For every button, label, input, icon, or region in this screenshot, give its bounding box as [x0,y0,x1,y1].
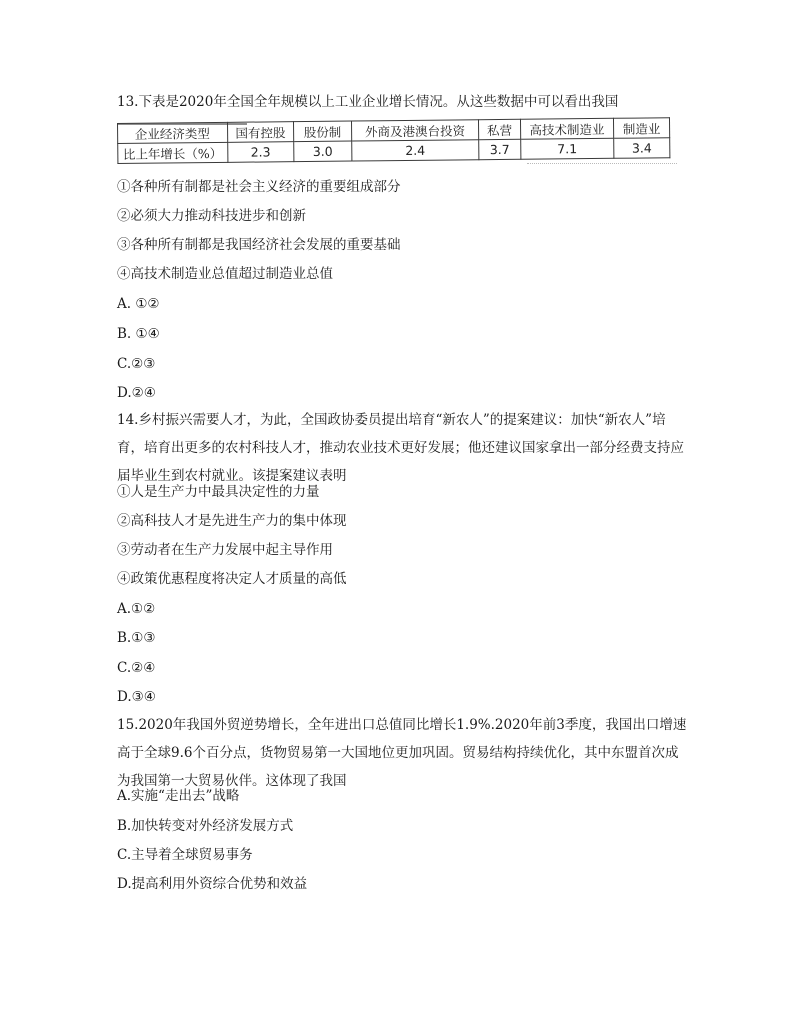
q13-option-b: B. ①④ [117,326,160,342]
table-header-cell: 企业经济类型 [118,122,228,143]
q13-table-image [117,117,670,169]
q13-statement: ④高技术制造业总值超过制造业总值 [117,266,333,282]
q14-statement: ①人是生产力中最具决定性的力量 [117,484,320,500]
q15-option-a: A.实施“走出去”战略 [117,788,240,804]
q13-statement: ①各种所有制都是社会主义经济的重要组成部分 [117,179,401,195]
table-cell: 7.1 [520,138,614,159]
q13-growth-table [117,117,670,164]
table-cell: 3.0 [294,141,352,162]
table-cell: 2.4 [351,140,479,161]
table-header-cell: 外商及港澳台投资 [351,120,479,141]
q14-statement: ②高科技人才是先进生产力的集中体现 [117,513,347,529]
table-header-cell: 制造业 [614,118,670,139]
table-cell: 2.3 [227,142,294,163]
q14-option-d: D.③④ [117,689,156,705]
q13-statement: ③各种所有制都是我国经济社会发展的重要基础 [117,237,401,253]
q15-stem: 15.2020年我国外贸逆势增长，全年进出口总值同比增长1.9%.2020年前3季度，我国出口增速高于全球9.6个百分点，货物贸易第一大国地位更加巩固。贸易结构持续优化，其中东盟首次成为我国第一大贸易伙伴。这体现了我国 [117,717,687,789]
q14-statement: ④政策优惠程度将决定人才质量的高低 [117,571,347,587]
q13-statement: ②必须大力推动科技进步和创新 [117,208,306,224]
q13-option-a: A. ①② [117,296,160,312]
q13-option-d: D.②④ [117,385,156,401]
q14-option-b: B.①③ [117,630,156,646]
table-header-cell: 股份制 [294,121,352,142]
q15-option-d: D.提高利用外资综合优势和效益 [117,876,308,892]
table-cell: 3.7 [479,139,521,159]
q15-option-b: B.加快转变对外经济发展方式 [117,818,294,834]
q13-option-c: C.②③ [117,356,156,372]
q15-option-c: C.主导着全球贸易事务 [117,847,253,863]
q14-option-c: C.②④ [117,660,156,676]
scan-artifact [527,163,677,170]
q14-stem: 14.乡村振兴需要人才，为此，全国政协委员提出培育“新农人”的提案建议：加快“新农人”培育，培育出更多的农村科技人才，推动农业技术更好发展；他还建议国家拿出一部分经费支持应届毕业生到农村就业。该提案建议表明 [117,412,684,484]
table-cell: 3.4 [614,138,670,159]
q13-stem: 13.下表是2020年全国全年规模以上工业企业增长情况。从这些数据中可以看出我国 [117,94,619,110]
table-header-cell: 高技术制造业 [520,118,614,139]
table-header-cell: 国有控股 [227,122,294,143]
q14-option-a: A.①② [117,601,156,617]
q14-statement: ③劳动者在生产力发展中起主导作用 [117,542,333,558]
table-cell: 比上年增长（%） [118,142,228,163]
table-header-cell: 私营 [479,119,521,139]
